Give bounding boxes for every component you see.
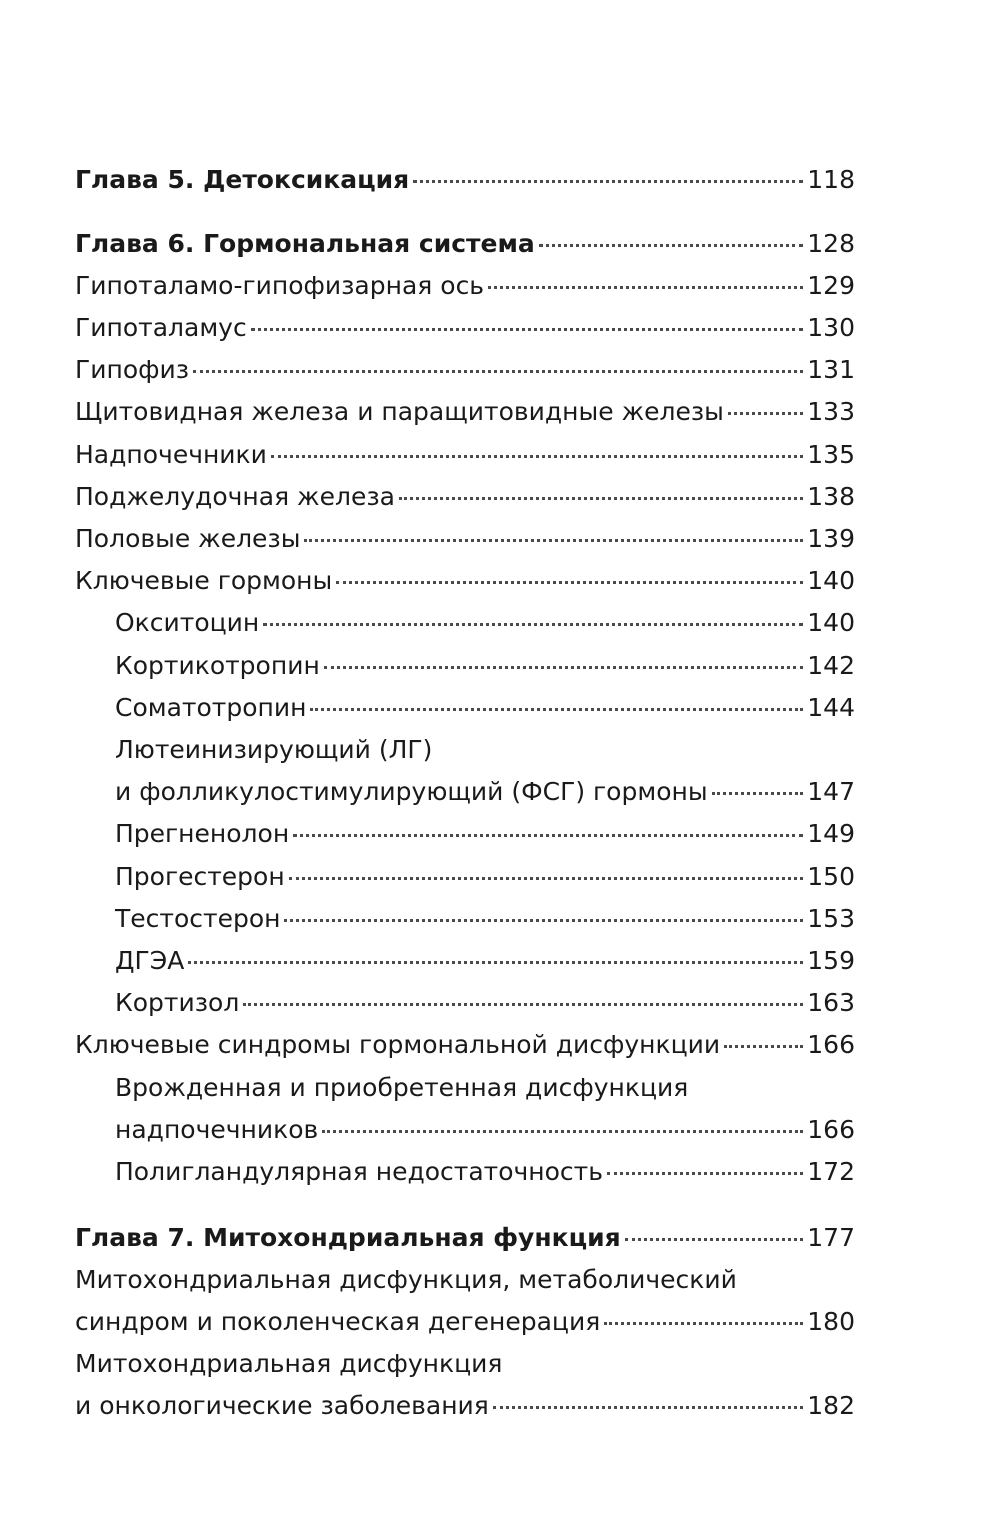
toc-subsection	[115, 856, 855, 898]
toc-page-number: 166	[807, 1030, 855, 1059]
toc-page-number: 150	[807, 862, 855, 891]
toc-subsection	[115, 687, 855, 729]
dot-leader	[271, 454, 803, 458]
dot-leader	[310, 707, 803, 711]
toc-page-number: 140	[807, 608, 855, 637]
toc-entry-title: Гипофиз	[75, 355, 190, 384]
dot-leader	[188, 960, 803, 964]
toc-subsection	[115, 602, 855, 644]
toc-entry-title: Гипоталамус	[75, 313, 247, 342]
dot-leader	[322, 1129, 803, 1133]
toc-section	[75, 1024, 855, 1066]
toc-entry-title-cont: синдром и поколенческая дегенерация	[75, 1307, 601, 1336]
toc-page-number: 133	[807, 397, 855, 426]
toc-page-number: 159	[807, 946, 855, 975]
toc-page-number: 153	[807, 904, 855, 933]
toc-page-number: 139	[807, 524, 855, 553]
toc-page-number: 118	[807, 165, 855, 194]
toc-page-number: 166	[807, 1115, 855, 1144]
toc-entry-title: Поджелудочная железа	[75, 482, 395, 511]
toc-page-number: 180	[807, 1307, 855, 1336]
toc-chapter-6	[75, 223, 855, 265]
dot-leader	[284, 918, 803, 922]
toc-section	[75, 1259, 855, 1343]
dot-leader	[251, 327, 804, 331]
toc-subsection	[115, 1067, 855, 1151]
toc-entry-title: Гипоталамо-гипофизарная ось	[75, 271, 485, 300]
toc-page-number: 172	[807, 1157, 855, 1186]
dot-leader	[728, 411, 803, 415]
toc-page-number: 131	[807, 355, 855, 384]
dot-leader	[604, 1321, 803, 1325]
toc-section	[75, 349, 855, 391]
toc-page-number: 149	[807, 819, 855, 848]
dot-leader	[712, 791, 804, 795]
dot-leader	[324, 665, 803, 669]
toc-page-number: 128	[807, 229, 855, 258]
toc-page-number: 130	[807, 313, 855, 342]
toc-subsection	[115, 898, 855, 940]
toc-entry-title: Окситоцин	[115, 608, 260, 637]
toc-page-number: 142	[807, 651, 855, 680]
toc-entry-title: ДГЭА	[115, 946, 185, 975]
toc-entry-title: Кортизол	[115, 988, 240, 1017]
dot-leader	[289, 876, 804, 880]
toc-section	[75, 560, 855, 602]
dot-leader	[243, 1002, 803, 1006]
toc-section	[75, 1343, 855, 1427]
toc-page-number: 147	[807, 777, 855, 806]
toc-entry-title: Врожденная и приобретенная дисфункция	[115, 1073, 689, 1102]
toc-entry-title: Надпочечники	[75, 440, 267, 469]
toc-subsection	[115, 645, 855, 687]
toc-entry-title: Полигландулярная недостаточность	[115, 1157, 603, 1186]
toc-page-number: 182	[807, 1391, 855, 1420]
toc-subsection	[115, 982, 855, 1024]
toc-page-number: 135	[807, 440, 855, 469]
dot-leader	[293, 833, 803, 837]
toc-page-number: 129	[807, 271, 855, 300]
toc-entry-title: Соматотропин	[115, 693, 307, 722]
toc-page-number: 138	[807, 482, 855, 511]
toc-entry-title-cont: надпочечников	[115, 1115, 319, 1144]
dot-leader	[263, 622, 803, 626]
toc-entry-title: Митохондриальная дисфункция, метаболический	[75, 1265, 737, 1294]
toc-entry-title: Митохондриальная дисфункция	[75, 1349, 503, 1378]
dot-leader	[724, 1044, 803, 1048]
toc-entry-title: Прегненолон	[115, 819, 290, 848]
toc-chapter-7	[75, 1217, 855, 1259]
dot-leader	[304, 538, 803, 542]
dot-leader	[539, 243, 804, 247]
toc-entry-title: Половые железы	[75, 524, 301, 553]
toc-entry-title-cont: и фолликулостимулирующий (ФСГ) гормоны	[115, 777, 708, 806]
toc-entry-title: Кортикотропин	[115, 651, 320, 680]
toc-entry-title: Прогестерон	[115, 862, 285, 891]
dot-leader	[336, 580, 803, 584]
toc-subsection	[115, 813, 855, 855]
toc-entry-title-cont: и онкологические заболевания	[75, 1391, 489, 1420]
dot-leader	[399, 496, 803, 500]
toc-entry-title: Ключевые гормоны	[75, 566, 333, 595]
dot-leader	[607, 1171, 803, 1175]
toc-entry-title: Ключевые синдромы гормональной дисфункции	[75, 1030, 721, 1059]
toc-page-number: 140	[807, 566, 855, 595]
dot-leader	[625, 1237, 804, 1241]
toc-section	[75, 265, 855, 307]
toc-page-number: 163	[807, 988, 855, 1017]
toc-section	[75, 476, 855, 518]
dot-leader	[193, 369, 803, 373]
toc-entry-title: Глава 5. Детоксикация	[75, 165, 410, 194]
toc-entry-title: Глава 7. Митохондриальная функция	[75, 1223, 621, 1252]
toc-entry-title: Глава 6. Гормональная система	[75, 229, 535, 258]
toc-subsection	[115, 1151, 855, 1193]
dot-leader	[488, 285, 803, 289]
toc-section	[75, 518, 855, 560]
toc-page-number: 177	[807, 1223, 855, 1252]
dot-leader	[413, 179, 803, 183]
toc-subsection	[115, 729, 855, 813]
toc-entry-title: Лютеинизирующий (ЛГ)	[115, 735, 433, 764]
toc-section	[75, 307, 855, 349]
toc-entry-title: Щитовидная железа и паращитовидные железы	[75, 397, 724, 426]
toc-subsection	[115, 940, 855, 982]
toc-entry-title: Тестостерон	[115, 904, 281, 933]
toc-page-number: 144	[807, 693, 855, 722]
toc-section	[75, 434, 855, 476]
dot-leader	[493, 1405, 803, 1409]
toc-chapter-5	[75, 159, 855, 201]
toc-section	[75, 391, 855, 433]
